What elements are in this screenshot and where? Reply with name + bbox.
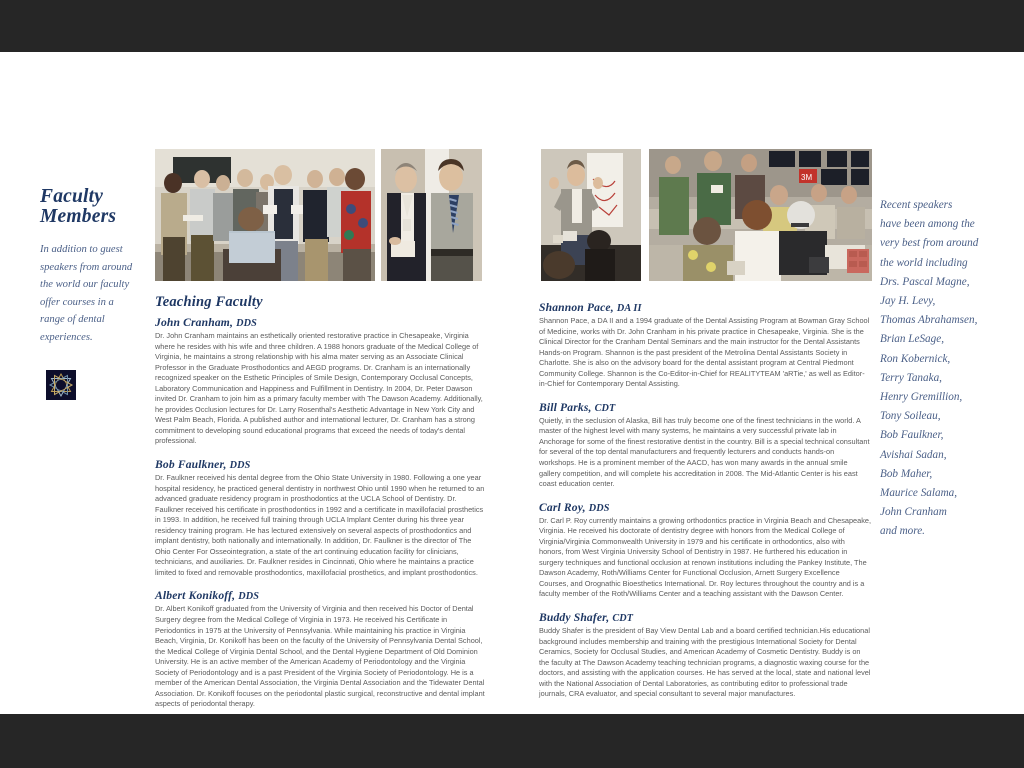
sidebar-blurb-line: experiences. (40, 331, 93, 343)
letterbox-top (0, 0, 1024, 52)
faculty-name (155, 316, 485, 329)
photo-hands-on-lab (649, 149, 872, 281)
recent-speakers-line: Tony Soileau, (880, 410, 941, 423)
photo-presenter (541, 149, 641, 281)
section-heading-teaching-faculty: Teaching Faculty (155, 294, 263, 310)
recent-speakers-line: very best from around (880, 237, 979, 250)
faculty-name-text: Albert Konikoff, (155, 589, 236, 603)
recent-speakers-line: Avishai Sadan, (880, 448, 947, 461)
recent-speakers-line: Drs. Pascal Magne, (880, 275, 970, 288)
faculty-name (539, 501, 871, 514)
letterbox-bottom (0, 714, 1024, 768)
recent-speakers-line: Jay H. Levy, (880, 295, 936, 308)
sidebar-blurb-line: offer courses in a (40, 296, 114, 308)
recent-speakers-line: Henry Gremillion, (880, 391, 963, 404)
faculty-name-text: Carl Roy, (539, 500, 586, 514)
starburst-logo (46, 370, 76, 400)
faculty-bio (539, 401, 871, 490)
sidebar-blurb-line: In addition to guest (40, 244, 123, 255)
faculty-name (155, 589, 485, 602)
sidebar-blurb (40, 241, 144, 347)
faculty-bio-text: Buddy Shafer is the president of Bay View Dental Lab and a board certified technician.His educational background includes membership and training with the prestigious International Society for Dental Ceramics, Society for Occlusal Studies, and American Academy of Cosmetic Dentistry. Buddy is on the faculty at The Dawson Academy teaching technician programs, a diagnostic waxing course for the doctors, and assisting with the application courses. He has served at the local, state and national level with the National Association of Dental Laboratories, as contributing editor to professional trade journals, CRA evaluator, and special consultant to several major manufactures. (539, 626, 871, 699)
photo-classroom-group (155, 149, 375, 281)
page-title (40, 187, 144, 227)
page-title-line-1: Faculty (40, 186, 104, 207)
faculty-bio-text: Dr. John Cranham maintains an esthetically oriented restorative practice in Chesapeake, Virginia where he resides with his wife and three children. A 1988 honors graduate of the Medical College of Virginia, he maintains a strong relationship with his alma mater serving as an Associate Clinical Professor in the Graduate Prosthodontics and AEGD programs. Dr. Cranham is an internationally recognized speaker on the Esthetic Principles of Smile Design, Contemporary Occlusal Concepts, Laboratory Communication and Happiness and Fulfillment in Dentistry. In 2004, Dr. Peter Dawson invited Dr. Cranham to join him as a primary faculty member with The Dawson Academy. Additionally, he provides Occlusion lectures for Dr. Larry Rosenthal's Aesthetic Advantage in New York City and West Palm Beach, Florida. A published author and international lecturer, Dr. Cranham has a strong commitment to developing sound educational programs that exceed the needs of today's dental professional. (155, 331, 483, 446)
recent-speakers-line: Recent speakers (880, 199, 953, 211)
faculty-name-text: Bill Parks, (539, 400, 592, 414)
faculty-name (539, 401, 871, 414)
faculty-name (539, 611, 871, 624)
faculty-bio (155, 458, 485, 578)
page-title-line-2: Members (40, 206, 117, 227)
sidebar-blurb-line: range of dental (40, 314, 105, 326)
faculty-bio (155, 316, 485, 447)
left-sidebar (40, 187, 144, 347)
faculty-bio-text: Dr. Faulkner received his dental degree from the Ohio State University in 1980. Following a one year hospital residency, he practiced general dentistry in northwest Ohio until 1990 when he returned to an advanced graduate residency program in prosthodontics at the UCLA School of Dentistry. Dr. Faulkner received his certificate in prosthodontics in 1992 and a certificate in maxillofacial prosthetics in 1993. In addition, he received full training through UCLA Implant Center during his three year residency training program. He has lectured extensively on several aspects of prosthodontics and implant dentistry, both nationally and internationally. In addition, Dr. Faulkner is the director of The Ohio Center For Osseointegration, a state of the art continuing education facility for clinicians, technicians, and auxiliaries. Dr. Faulkner resides in Cincinnati, Ohio where he maintains a practice limited to fixed and removable prosthodontics, maxillofacial prosthetics, and implant prosthodontics. (155, 473, 485, 577)
svg-text:3M: 3M (801, 173, 813, 182)
faculty-name-text: Shannon Pace, (539, 301, 614, 314)
recent-speakers-line: and more. (880, 525, 925, 538)
recent-speakers-line: have been among the (880, 218, 975, 231)
recent-speakers-line: Bob Faulkner, (880, 429, 944, 442)
faculty-bio-text: Quietly, in the seclusion of Alaska, Bill has truly become one of the finest technicians in the world. A master of the highest level with many systems, he maintains a very successful private lab in Anchorage for some of the finest restorative dentist in the country. Bill is a special technical consultant for several of the top dental manufacturers and frequently lecturers and conducts hands-on workshops. He is a prominent member of the AACD, has won many awards in the annual smile gallery competition, and will complete his accreditation in 2008. The Mid-Atlantic Center is his east coast education center. (539, 415, 870, 489)
faculty-credential: DDS (229, 460, 251, 472)
faculty-bio (155, 589, 485, 709)
recent-speakers-text (880, 196, 1000, 542)
right-sidebar-recent-speakers (880, 196, 1000, 542)
recent-speakers-line: Maurice Salama, (880, 487, 958, 500)
faculty-bio (539, 301, 871, 390)
faculty-bio-text: Dr. Albert Konikoff graduated from the University of Virginia and then received his Doctor of Dental Surgery degree from the Medical College of Virginia in 1973. He received his Certificate in Periodontics in 1975 at the University of Pennsylvania. While maintaining his practice in Virginia Beach, Virginia, Dr. Konikoff has been on the faculty of the University of Pennsylvania Dental School, the Medical College of Virginia Dental School, and the Dental Hygiene Department of Old Dominion University. He is an active member of the American Academy of Periodontology and the Virginia Society of Periodontology and is a past President of the Virginia Society of Periodontology. He is a member of the American Dental Association, the Virginia Dental Association and the Tidewater Dental Association. Dr. Konikoff focuses on the periodontal plastic surgical, reconstructive and dental implant aspects of periodontal therapy. (155, 604, 485, 709)
column-teaching-faculty (155, 294, 485, 721)
faculty-bio (539, 611, 871, 700)
faculty-credential: CDT (594, 402, 616, 414)
sidebar-blurb-line: speakers from around (40, 261, 133, 273)
faculty-credential: DDS (588, 502, 610, 514)
recent-speakers-line: Brian LeSage, (880, 333, 945, 346)
recent-speakers-line: Bob Maher, (880, 467, 933, 480)
sidebar-blurb-line: the world our faculty (40, 279, 130, 291)
recent-speakers-line: Ron Kobernick, (880, 352, 951, 365)
recent-speakers-line: Terry Tanaka, (880, 371, 942, 384)
faculty-bio-text: Shannon Pace, a DA II and a 1994 graduate of the Dental Assisting Program at Bowman Gray School of Medicine, works with Dr. John Cranham in his private practice in Chesapeake, Virginia. She is the Clinical Director for the Cranham Dental Seminars and the main instructor for the Dental Assistants Hands-on Program. Shannon is the past president of the Metrolina Dental Assistants Society in Charlotte. She is also on the advisory board for the dental assistant program at Central Piedmont Community College. Shannon is the Co-Editor-in-Chief for REALITYTEAM 'aRTie,' as well as Editor-in-Chief for Contemporary Dental Assisting. (539, 316, 870, 389)
faculty-name (539, 301, 871, 314)
faculty-credential: DA II (616, 303, 642, 314)
brochure-page (0, 52, 1024, 714)
recent-speakers-line: the world including (880, 256, 968, 269)
faculty-name (155, 458, 485, 471)
faculty-bio-text: Dr. Carl P. Roy currently maintains a growing orthodontics practice in Virginia Beach and Chesapeake, Virginia. He received his doctorate of dentistry degree with honors from the Medical College of Virginia/Virginia Commonwealth University in 1979 and his certificate in orthodontics, also with honors, from West Virginia University School of Dentistry in 1987. He furthered his education in surgery techniques and functional occlusion at renown institutions including the Pankey Institute, The Dawson Academy, Roth/Williams Center for Functional Occlusion, Arnett Surgery Excellence Courses, and Orognathic Bioesthetics International. Dr. Roy lectures throughout the country and is a faculty member of the Roth/Williams Center and a teaching assistant with the Dawson Center. (539, 515, 872, 599)
faculty-credential: DDS (236, 318, 257, 329)
recent-speakers-line: John Cranham (880, 506, 947, 519)
faculty-name-text: Bob Faulkner, (155, 458, 227, 472)
faculty-credential: CDT (612, 613, 634, 625)
photo-two-men (381, 149, 482, 281)
faculty-name-text: Buddy Shafer, (539, 611, 610, 625)
faculty-bio (539, 501, 871, 600)
faculty-name-text: John Cranham, (155, 316, 233, 329)
recent-speakers-line: Thomas Abrahamsen, (880, 314, 978, 327)
faculty-credential: DDS (238, 591, 260, 603)
column-faculty-continued (539, 301, 871, 711)
